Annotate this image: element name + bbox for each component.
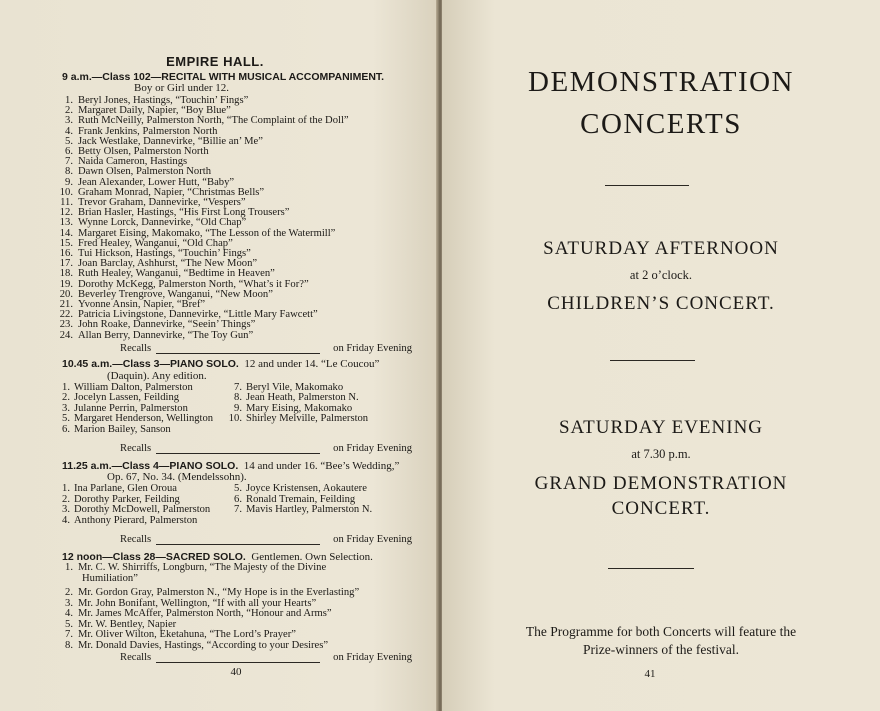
item-number: 3. xyxy=(62,402,70,414)
class-title: PIANO SOLO. xyxy=(169,460,239,472)
afternoon-heading: SATURDAY AFTERNOON xyxy=(543,238,779,259)
item-number: 17. xyxy=(59,258,73,270)
class-102-subtitle: Boy or Girl under 12. xyxy=(134,82,230,94)
recalls-label: Recalls xyxy=(120,443,152,454)
item-text: Mr. Gordon Gray, Palmerston N., “My Hope is in the Everlasting” xyxy=(78,587,360,598)
item-text: Ina Parlane, Glen Oroua xyxy=(74,483,177,494)
item-number: 8. xyxy=(65,166,73,178)
evening-heading: SATURDAY EVENING xyxy=(558,417,764,438)
recalls-when: on Friday Evening xyxy=(333,534,412,545)
item-number: 4. xyxy=(65,608,73,620)
class-label: —Class 102— xyxy=(91,71,162,83)
main-title-line-2: CONCERTS xyxy=(580,108,742,140)
class-time: 10.45 a.m. xyxy=(62,358,113,370)
class-4-recalls xyxy=(120,534,412,546)
item-number: 9. xyxy=(65,176,73,188)
item-text: Mr. W. Bentley, Napier xyxy=(78,618,177,630)
afternoon-time: at 2 o’clock. xyxy=(629,268,693,282)
left-page xyxy=(0,0,438,711)
item-number: 23. xyxy=(59,319,73,331)
item-number: 19. xyxy=(59,278,73,290)
recalls-line xyxy=(156,662,320,663)
item-text: Frank Jenkins, Palmerston North xyxy=(78,125,218,137)
item-text: Ruth McNeilly, Palmerston North, “The Complaint of the Doll” xyxy=(78,115,349,127)
list-item xyxy=(57,641,417,652)
class-3-header xyxy=(62,358,379,370)
list-item xyxy=(56,516,197,526)
list-item xyxy=(57,331,417,342)
class-3-detail-2: (Daquin). Any edition. xyxy=(107,370,207,382)
item-number: 11. xyxy=(60,197,73,208)
item-number: 20. xyxy=(59,288,73,300)
item-number: 10. xyxy=(228,413,242,425)
item-text: Trevor Graham, Dannevirke, “Vespers” xyxy=(78,197,246,208)
item-text: Patricia Livingstone, Dannevirke, “Little Mary Fawcett” xyxy=(78,309,318,321)
afternoon-concert: CHILDREN’S CONCERT. xyxy=(547,293,775,314)
class-28-entry-1: 1. Mr. C. W. Shirriffs, Longburn, “The Majesty of the Divine xyxy=(65,562,327,573)
footer-line-2: Prize-winners of the festival. xyxy=(583,642,739,657)
item-text: Jocelyn Lassen, Feilding xyxy=(74,392,180,404)
class-label: —Class 4— xyxy=(111,460,170,472)
recalls-line xyxy=(156,544,320,545)
class-label: —Class 3— xyxy=(112,358,170,370)
item-text: Betty Olsen, Palmerston North xyxy=(78,146,209,157)
item-text: Beryl Vile, Makomako xyxy=(246,382,344,393)
recalls-line xyxy=(156,353,320,354)
item-text: Beryl Jones, Hastings, “Touchin’ Fings” xyxy=(78,95,249,106)
class-detail: Gentlemen. Own Selection. xyxy=(251,551,373,563)
item-text: Mr. John Bonifant, Wellington, “If with all your Hearts” xyxy=(78,597,317,609)
item-text: John Roake, Dannevirke, “Seein’ Things” xyxy=(78,319,256,331)
page-heading: EMPIRE HALL. xyxy=(166,54,264,69)
recalls-label: Recalls xyxy=(120,534,152,545)
item-text: Graham Monrad, Napier, “Christmas Bells” xyxy=(78,186,265,198)
item-text: Margaret Eising, Makomako, “The Lesson of the Watermill” xyxy=(78,227,336,239)
class-time: 12 noon xyxy=(62,551,103,563)
item-number: 8. xyxy=(65,640,73,651)
item-text: Dawn Olsen, Palmerston North xyxy=(78,166,211,178)
divider-rule xyxy=(610,360,695,361)
class-28-recalls xyxy=(120,652,412,664)
item-number: 4. xyxy=(65,125,73,137)
item-number: 13. xyxy=(59,217,73,229)
recalls-when: on Friday Evening xyxy=(333,652,412,663)
item-text: Ruth Healey, Wanganui, “Bedtime in Heaven” xyxy=(78,268,275,280)
item-number: 14. xyxy=(59,227,73,239)
item-number: 15. xyxy=(59,237,73,249)
recalls-line xyxy=(156,453,320,454)
recalls-when: on Friday Evening xyxy=(333,343,412,354)
class-4-detail-2: Op. 67, No. 34. (Mendelssohn). xyxy=(107,471,247,483)
item-text: Margaret Henderson, Wellington xyxy=(74,413,214,425)
item-number: 7. xyxy=(65,156,73,168)
item-text: Yvonne Ansin, Napier, “Bref” xyxy=(78,299,206,310)
item-number: 1. xyxy=(65,95,73,106)
page-number: 41 xyxy=(644,668,656,680)
item-text: Allan Berry, Dannevirke, “The Toy Gun” xyxy=(78,329,254,341)
item-text: Dorothy McKegg, Palmerston North, “What’s it For?” xyxy=(78,278,309,290)
item-number: 3. xyxy=(65,597,73,609)
item-number: 18. xyxy=(59,268,73,280)
item-number: 6. xyxy=(62,423,70,435)
item-number: 1. xyxy=(62,382,70,393)
class-time: 9 a.m. xyxy=(62,71,92,83)
class-3-recalls xyxy=(120,443,412,455)
item-number: 7. xyxy=(65,629,73,641)
item-text: Fred Healey, Wanganui, “Old Chap” xyxy=(78,237,233,249)
item-number: 9. xyxy=(234,402,242,414)
item-number: 12. xyxy=(59,207,73,219)
item-number: 2. xyxy=(65,587,73,598)
class-label: —Class 28— xyxy=(102,551,166,563)
item-number: 5. xyxy=(234,483,242,494)
item-text: Jean Heath, Palmerston N. xyxy=(246,392,359,404)
item-text: Jean Alexander, Lower Hutt, “Baby” xyxy=(78,176,235,188)
item-text: Wynne Lorck, Dannevirke, “Old Chap” xyxy=(78,217,247,229)
item-text: Brian Hasler, Hastings, “His First Long Trousers” xyxy=(78,207,290,219)
item-number: 6. xyxy=(65,146,73,157)
item-number: 5. xyxy=(65,135,73,147)
list-item xyxy=(56,425,171,435)
item-number: 16. xyxy=(59,248,73,259)
item-text: Jack Westlake, Dannevirke, “Billie an’ Me” xyxy=(78,135,263,147)
main-title-line-1: DEMONSTRATION xyxy=(528,66,794,98)
class-detail: 12 and under 14. “Le Coucou” xyxy=(244,358,380,370)
evening-time: at 7.30 p.m. xyxy=(631,447,691,461)
item-number: 10. xyxy=(59,186,73,198)
item-text: Mary Eising, Makomako xyxy=(246,402,353,414)
list-item xyxy=(228,505,372,515)
item-number: 1. xyxy=(62,483,70,494)
item-number: 8. xyxy=(234,392,242,404)
item-number: 4. xyxy=(62,514,70,526)
class-time: 11.25 a.m. xyxy=(62,460,112,472)
item-text: Marion Bailey, Sanson xyxy=(74,423,171,435)
item-number: 22. xyxy=(59,309,73,321)
item-text: Margaret Daily, Napier, “Boy Blue” xyxy=(78,105,231,117)
footer-line-1: The Programme for both Concerts will feature the xyxy=(525,624,797,639)
item-text: Ronald Tremain, Feilding xyxy=(246,493,356,505)
evening-concert-line-2: CONCERT. xyxy=(611,498,711,519)
item-number: 5. xyxy=(65,618,73,630)
evening-concert-line-1: GRAND DEMONSTRATION xyxy=(534,473,788,494)
item-text: Joan Barclay, Ashhurst, “The New Moon” xyxy=(78,258,258,270)
list-item xyxy=(228,414,368,424)
item-number: 2. xyxy=(62,392,70,404)
item-number: 3. xyxy=(65,115,73,127)
item-number: 24. xyxy=(59,329,73,341)
item-text: Anthony Pierard, Palmerston xyxy=(74,514,198,526)
item-text: Mr. James McAffer, Palmerston North, “Honour and Arms” xyxy=(78,608,332,620)
item-text: Joyce Kristensen, Aokautere xyxy=(246,483,367,494)
divider-rule xyxy=(605,185,689,186)
item-text: Mr. Donald Davies, Hastings, “According to your Desires” xyxy=(78,640,329,651)
class-title: PIANO SOLO. xyxy=(169,358,239,370)
item-number: 2. xyxy=(65,105,73,117)
class-102-recalls xyxy=(120,343,412,355)
entry-text: Mr. C. W. Shirriffs, Longburn, “The Majesty of the Divine xyxy=(78,562,327,573)
item-text: Naida Cameron, Hastings xyxy=(78,156,188,168)
item-text: Shirley Melville, Palmerston xyxy=(246,413,369,425)
item-number: 2. xyxy=(62,493,70,505)
item-text: Tui Hickson, Hastings, “Touchin’ Fings” xyxy=(78,248,251,259)
item-number: 7. xyxy=(234,504,242,516)
item-text: Mavis Hartley, Palmerston N. xyxy=(246,504,373,516)
recalls-label: Recalls xyxy=(120,343,152,354)
class-title: SACRED SOLO. xyxy=(165,551,246,563)
page-number: 40 xyxy=(230,666,242,678)
item-number: 6. xyxy=(234,493,242,505)
item-text: Dorothy McDowell, Palmerston xyxy=(74,504,211,516)
class-title: RECITAL WITH MUSICAL ACCOMPANIMENT. xyxy=(161,71,385,83)
item-number: 7. xyxy=(234,382,242,393)
divider-rule xyxy=(608,568,694,569)
recalls-label: Recalls xyxy=(120,652,152,663)
item-text: William Dalton, Palmerston xyxy=(74,382,193,393)
item-text: Mr. Oliver Wilton, Eketahuna, “The Lord’s Prayer” xyxy=(78,629,296,641)
right-page xyxy=(442,0,880,711)
class-28-entry-1-cont: Humiliation” xyxy=(82,573,138,584)
item-text: Dorothy Parker, Feilding xyxy=(74,493,180,505)
item-text: Beverley Trengrove, Wanganui, “New Moon” xyxy=(78,288,273,300)
class-detail: 14 and under 16. “Bee’s Wedding,” xyxy=(243,460,400,472)
item-number: 3. xyxy=(62,504,70,516)
item-text: Julanne Perrin, Palmerston xyxy=(74,402,188,414)
item-number: 21. xyxy=(59,299,73,310)
recalls-when: on Friday Evening xyxy=(333,443,412,454)
item-number: 5. xyxy=(62,413,70,425)
